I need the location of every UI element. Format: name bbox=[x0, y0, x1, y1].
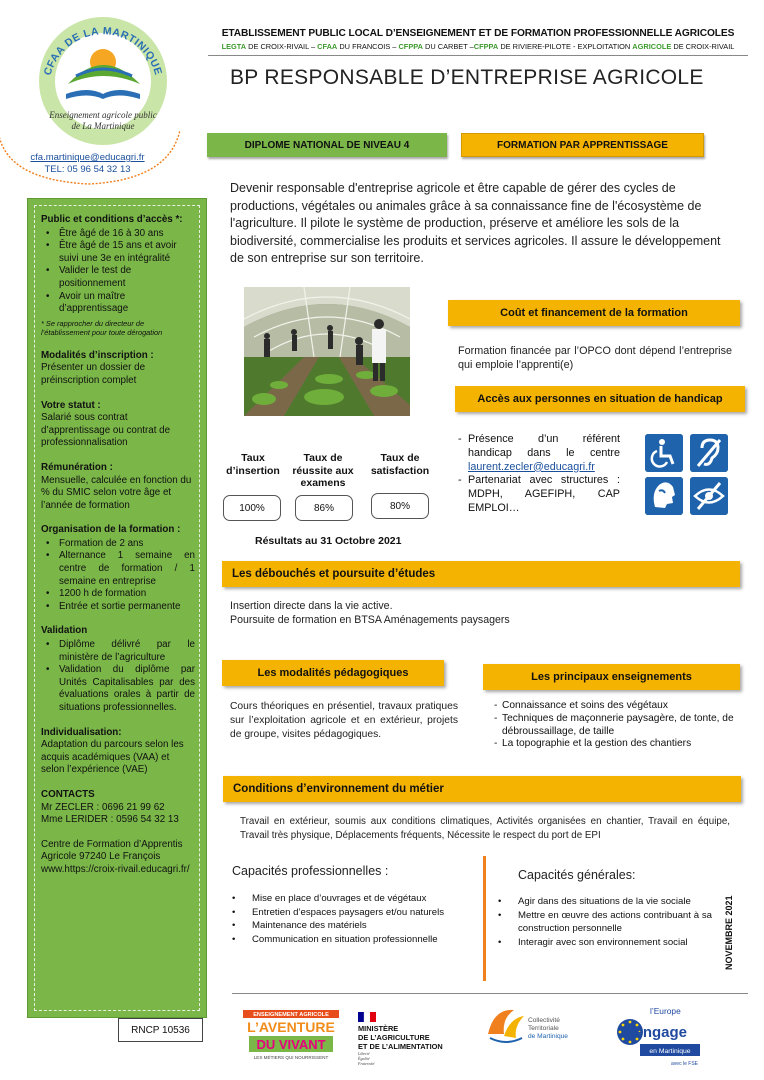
ctm-logo bbox=[484, 1004, 574, 1050]
orange-divider bbox=[483, 856, 486, 981]
debouches-line: Poursuite de formation en BTSA Aménagements paysagers bbox=[230, 613, 510, 626]
remuneration-text: Mensuelle, calculée en fonction du % du SMIC selon votre âge et l’année de formation bbox=[41, 474, 192, 511]
list-item: - La topographie et la gestion des chantiers bbox=[492, 738, 742, 751]
ctm-l3: de Martinique bbox=[528, 1033, 568, 1040]
public-list bbox=[41, 228, 195, 316]
hearing-impaired-icon bbox=[690, 434, 728, 472]
stat-insertion-value: 100% bbox=[223, 495, 281, 521]
ministere-l1: MINISTÈRE bbox=[358, 1024, 399, 1033]
validation-section bbox=[41, 625, 195, 714]
contact-block bbox=[0, 152, 175, 176]
stat-label-line: Taux bbox=[241, 452, 265, 464]
modalites-peda-heading: Les modalités pédagogiques bbox=[222, 660, 444, 686]
list-item: • 1200 h de formation bbox=[41, 588, 195, 601]
list-item bbox=[458, 433, 620, 474]
list-item: • Mettre en œuvre des actions contribuant à sa construction personnelle bbox=[494, 909, 712, 936]
europe-fse-logo bbox=[610, 1004, 702, 1070]
list-item: • Avoir un maître d’apprentissage bbox=[41, 291, 195, 316]
aventure-du-vivant-logo bbox=[243, 1010, 339, 1062]
ctm-l1: Collectivité bbox=[528, 1017, 560, 1024]
ministere-agriculture-logo bbox=[356, 1010, 466, 1066]
cout-heading: Coût et financement de la formation bbox=[448, 300, 740, 326]
individualisation-heading: Individualisation: bbox=[41, 726, 122, 738]
handicap-item-text: Présence d’un référent handicap dans le centre bbox=[468, 433, 620, 459]
ministere-motto2: Égalité bbox=[358, 1056, 370, 1061]
list-item: • Entrée et sortie permanente bbox=[41, 601, 195, 614]
ministere-motto1: Liberté bbox=[358, 1051, 370, 1056]
header-subtitle-segment: CFAA bbox=[317, 42, 338, 51]
ctm-l2: Territoriale bbox=[528, 1025, 559, 1032]
list-item: • Diplôme délivré par le ministère de l’agriculture bbox=[41, 639, 195, 664]
debouches-line: Insertion directe dans la vie active. bbox=[230, 600, 393, 612]
stat-insertion-label bbox=[224, 452, 282, 477]
individualisation-text: Adaptation du parcours selon les acquis académiques (VAA) et selon l’expérience (VAE) bbox=[41, 739, 184, 776]
header-subtitle-segment: DU CARBET – bbox=[422, 42, 474, 51]
public-note: * Se rapprocher du directeur de l’établissement pour toute dérogation bbox=[41, 318, 163, 338]
list-item: • Alternance 1 semaine en centre de formation / 1 semaine en entreprise bbox=[41, 550, 195, 588]
contact-phone: TEL: 05 96 54 32 13 bbox=[44, 164, 131, 175]
logo-tagline-2: de La Martinique bbox=[71, 121, 135, 131]
header-subtitle-segment: CFPPA bbox=[473, 42, 499, 51]
sidebar bbox=[27, 198, 207, 1018]
header-subtitle-segment: DE CROIX-RIVAIL – bbox=[246, 42, 318, 51]
contacts-section bbox=[41, 789, 195, 877]
list-item: • Maintenance des matériels bbox=[228, 919, 478, 933]
validation-list bbox=[41, 639, 195, 715]
aventure-l2: DU VIVANT bbox=[256, 1037, 326, 1052]
stat-reussite-label bbox=[288, 452, 358, 490]
sidebar-inner bbox=[34, 205, 200, 1011]
statut-heading: Votre statut : bbox=[41, 399, 101, 411]
date-vertical-text: NOVEMBRE 2021 bbox=[724, 895, 734, 970]
list-item: • Entretien d’espaces paysagers et/ou naturels bbox=[228, 906, 478, 920]
list-item: • Mise en place d’ouvrages et de végétaux bbox=[228, 892, 478, 906]
stat-satisfaction-value: 80% bbox=[371, 493, 429, 519]
contact-line: Mme LERIDER : 0596 54 32 13 bbox=[41, 814, 179, 826]
validation-heading: Validation bbox=[41, 625, 88, 637]
handicap-heading: Accès aux personnes en situation de handicap bbox=[455, 386, 745, 412]
header-divider bbox=[208, 55, 748, 56]
stat-label-line: réussite aux bbox=[292, 464, 354, 477]
stat-label-line: Taux de bbox=[303, 452, 343, 464]
conditions-text: Travail en extérieur, soumis aux conditions climatiques, Activités organisées en chantier, Travail en équipe, Travail très physique, Déplacements fréquents, Nécessite le respect du port de EPI bbox=[240, 816, 730, 841]
stat-label-line: d’insertion bbox=[226, 464, 280, 477]
organisation-heading: Organisation de la formation : bbox=[41, 524, 181, 536]
conditions-heading: Conditions d’environnement du métier bbox=[223, 776, 741, 802]
aventure-top: ENSEIGNEMENT AGRICOLE bbox=[253, 1012, 329, 1019]
organisation-list bbox=[41, 538, 195, 614]
aventure-bottom: LES MÉTIERS QUI NOURRISSENT bbox=[253, 1055, 329, 1060]
contact-email-link[interactable]: cfa.martinique@educagri.fr bbox=[30, 152, 145, 163]
stat-label-line: examens bbox=[300, 477, 346, 489]
list-item: • Interagir avec son environnement social bbox=[494, 936, 712, 950]
enseignements-heading: Les principaux enseignements bbox=[483, 664, 740, 690]
handicap-list bbox=[458, 433, 620, 516]
public-heading: Public et conditions d’accès *: bbox=[41, 214, 183, 225]
contacts-heading: CONTACTS bbox=[41, 788, 95, 800]
cognitive-impaired-icon bbox=[645, 477, 683, 515]
cap-gen-list bbox=[494, 895, 712, 949]
wheelchair-icon bbox=[645, 434, 683, 472]
list-item: • Communication en situation professionnelle bbox=[228, 933, 478, 947]
list-item: • Validation du diplôme par Unités Capitalisables par des évaluations orales à partir de situations professionnelles. bbox=[41, 664, 195, 714]
public-section bbox=[41, 214, 195, 338]
list-item: • Formation de 2 ans bbox=[41, 538, 195, 551]
list-item: • Agir dans des situations de la vie sociale bbox=[494, 895, 712, 909]
logo-tagline-1: Enseignement agricole public bbox=[49, 110, 157, 120]
enseignements-list bbox=[492, 700, 742, 751]
diplome-badge: DIPLOME NATIONAL DE NIVEAU 4 bbox=[207, 133, 447, 157]
page-title: BP RESPONSABLE D’ENTREPRISE AGRICOLE bbox=[230, 66, 704, 89]
europe-l1: l’Europe bbox=[650, 1006, 681, 1016]
statut-section bbox=[41, 400, 195, 450]
modalites-text: Présenter un dossier de préinscription complet bbox=[41, 362, 146, 386]
stat-label-line: Taux de bbox=[380, 452, 420, 464]
modalites-peda-text: Cours théoriques en présentiel, travaux pratiques sur l’exploitation agricole et en extérieur, projets de groupe, visites pédagogiques. bbox=[230, 701, 458, 740]
greenhouse-photo bbox=[244, 287, 410, 416]
remuneration-section bbox=[41, 462, 195, 512]
header-subtitle bbox=[208, 42, 748, 51]
contacts-address: Centre de Formation d’Apprentis Agricole 97240 Le François www.https://croix-rivail.educagri.fr/ bbox=[41, 838, 190, 875]
remuneration-heading: Rémunération : bbox=[41, 461, 113, 473]
list-item: • Valider le test de positionnement bbox=[41, 265, 195, 290]
handicap-email-link[interactable]: laurent.zecler@educagri.fr bbox=[468, 460, 595, 473]
visually-impaired-icon bbox=[690, 477, 728, 515]
header-subtitle-segment: DE CROIX-RIVAIL bbox=[671, 42, 735, 51]
header-subtitle-segment: LEGTA bbox=[221, 42, 247, 51]
date-vertical bbox=[724, 860, 738, 970]
footer-divider bbox=[232, 993, 748, 994]
cap-pro-title: Capacités professionnelles : bbox=[232, 864, 389, 878]
individualisation-section bbox=[41, 727, 195, 777]
header-subtitle-segment: AGRICOLE bbox=[632, 42, 672, 51]
modalites-heading: Modalités d’inscription : bbox=[41, 349, 154, 361]
modalites-section bbox=[41, 350, 195, 388]
list-item: • Être âgé de 15 ans et avoir suivi une 3e en intégralité bbox=[41, 240, 195, 265]
ministere-l3: ET DE L’ALIMENTATION bbox=[358, 1042, 443, 1051]
debouches-heading: Les débouchés et poursuite d’études bbox=[222, 561, 740, 587]
organisation-section bbox=[41, 524, 195, 613]
header-title: ETABLISSEMENT PUBLIC LOCAL D’ENSEIGNEMENT ET DE FORMATION PROFESSIONNELLE AGRICOLES bbox=[221, 28, 735, 39]
header-subtitle-segment: CFPPA bbox=[398, 42, 423, 51]
debouches-text bbox=[230, 600, 730, 628]
logo-arc-text: CFAA DE LA MARTINIQUE bbox=[41, 25, 165, 77]
contact-line: Mr ZECLER : 0696 21 99 62 bbox=[41, 801, 165, 813]
header-subtitle-segment: DU FRANCOIS – bbox=[337, 42, 399, 51]
cap-gen-title: Capacités générales: bbox=[518, 868, 636, 882]
ministere-l2: DE L’AGRICULTURE bbox=[358, 1033, 430, 1042]
aventure-l1: L’AVENTURE bbox=[247, 1019, 335, 1035]
stat-label-line: satisfaction bbox=[370, 464, 430, 477]
statut-text: Salarié sous contrat d’apprentissage ou contrat de professionnalisation bbox=[41, 412, 171, 449]
europe-l3: en Martinique bbox=[649, 1048, 691, 1055]
list-item: • Être âgé de 16 à 30 ans bbox=[41, 228, 195, 241]
formation-badge: FORMATION PAR APPRENTISSAGE bbox=[461, 133, 704, 157]
stat-satisfaction-label bbox=[365, 452, 435, 477]
list-item: - Techniques de maçonnerie paysagère, de tonte, de débroussaillage, de taille bbox=[492, 713, 742, 739]
list-item: - Partenariat avec structures : MDPH, AGEFIPH, CAP EMPLOI… bbox=[458, 474, 620, 515]
europe-l4: avec le FSE bbox=[671, 1061, 698, 1067]
cout-text: Formation financée par l’OPCO dont dépend l’entreprise qui emploie l’apprenti(e) bbox=[458, 345, 732, 371]
ministere-motto3: Fraternité bbox=[358, 1061, 375, 1066]
europe-l2: s’engage bbox=[622, 1024, 688, 1041]
intro-paragraph: Devenir responsable d'entreprise agricole et être capable de gérer des cycles de productions, végétales ou animales grâce à sa connaissance fine de l'écosystème de l'agriculture. Il pilote le système de production, préserve et améliore les sols de la biodiversité, commercialise les produits et services agricoles. Il assure le développement de son entreprise sur son territoire. bbox=[230, 181, 721, 265]
cap-pro-list bbox=[228, 892, 478, 946]
results-date: Résultats au 31 Octobre 2021 bbox=[255, 535, 402, 547]
stat-reussite-value: 86% bbox=[295, 495, 353, 521]
list-item: - Connaissance et soins des végétaux bbox=[492, 700, 742, 713]
rncp-badge: RNCP 10536 bbox=[118, 1018, 203, 1042]
header-subtitle-segment: DE RIVIERE-PILOTE - EXPLOITATION bbox=[498, 42, 633, 51]
